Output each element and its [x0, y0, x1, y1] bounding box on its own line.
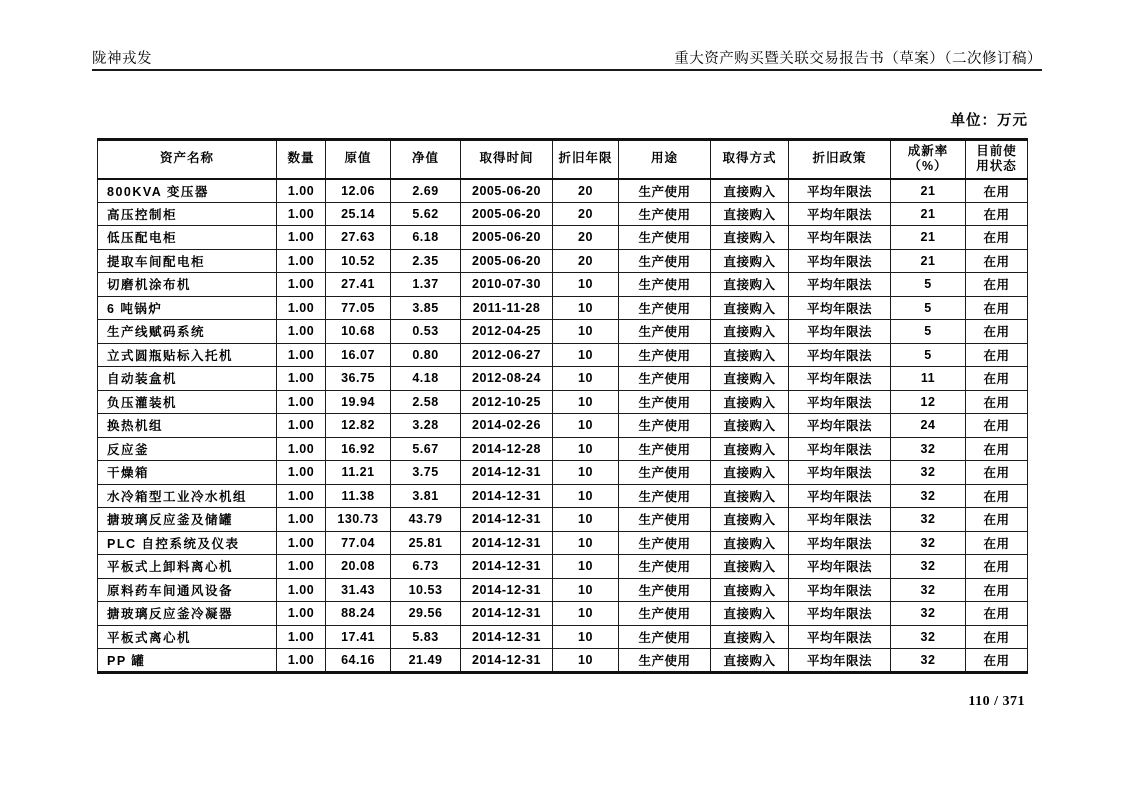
cell-asset-name: 低压配电柜: [98, 226, 277, 250]
cell-current-status: 在用: [966, 578, 1028, 602]
cell-net-value: 3.28: [391, 414, 461, 438]
cell-acquire-date: 2005-06-20: [461, 249, 553, 273]
page-number: 110 / 371: [968, 694, 1025, 709]
cell-quantity: 1.00: [277, 649, 326, 673]
cell-current-status: 在用: [966, 437, 1028, 461]
cell-condition-rate: 32: [891, 555, 966, 579]
cell-quantity: 1.00: [277, 461, 326, 485]
cell-acquire-method: 直接购入: [711, 367, 789, 391]
cell-depreciation-years: 10: [553, 531, 619, 555]
cell-acquire-method: 直接购入: [711, 625, 789, 649]
cell-asset-name: 搪玻璃反应釜及储罐: [98, 508, 277, 532]
cell-current-status: 在用: [966, 320, 1028, 344]
cell-depreciation-years: 10: [553, 508, 619, 532]
cell-quantity: 1.00: [277, 273, 326, 297]
cell-asset-name: 水冷箱型工业冷水机组: [98, 484, 277, 508]
cell-quantity: 1.00: [277, 367, 326, 391]
cell-condition-rate: 21: [891, 249, 966, 273]
cell-acquire-date: 2012-06-27: [461, 343, 553, 367]
cell-asset-name: 生产线赋码系统: [98, 320, 277, 344]
cell-quantity: 1.00: [277, 602, 326, 626]
table-body: [98, 179, 1028, 673]
cell-net-value: 6.18: [391, 226, 461, 250]
cell-original-value: 12.06: [326, 179, 391, 203]
cell-depreciation-years: 10: [553, 320, 619, 344]
cell-net-value: 3.85: [391, 296, 461, 320]
cell-acquire-method: 直接购入: [711, 249, 789, 273]
table-row: [98, 226, 1028, 250]
cell-net-value: 21.49: [391, 649, 461, 673]
cell-depreciation-policy: 平均年限法: [789, 437, 891, 461]
cell-depreciation-policy: 平均年限法: [789, 414, 891, 438]
cell-original-value: 77.05: [326, 296, 391, 320]
cell-acquire-method: 直接购入: [711, 414, 789, 438]
table-row: [98, 531, 1028, 555]
cell-original-value: 88.24: [326, 602, 391, 626]
table-header-row: [98, 140, 1028, 179]
cell-condition-rate: 32: [891, 625, 966, 649]
cell-usage: 生产使用: [619, 367, 711, 391]
cell-depreciation-years: 20: [553, 226, 619, 250]
cell-depreciation-policy: 平均年限法: [789, 202, 891, 226]
cell-current-status: 在用: [966, 179, 1028, 203]
cell-quantity: 1.00: [277, 508, 326, 532]
cell-net-value: 29.56: [391, 602, 461, 626]
table-row: [98, 390, 1028, 414]
column-header-asset-name: 资产名称: [98, 140, 277, 179]
cell-acquire-method: 直接购入: [711, 226, 789, 250]
cell-acquire-method: 直接购入: [711, 484, 789, 508]
cell-depreciation-policy: 平均年限法: [789, 273, 891, 297]
cell-depreciation-years: 20: [553, 249, 619, 273]
cell-current-status: 在用: [966, 602, 1028, 626]
cell-usage: 生产使用: [619, 649, 711, 673]
cell-quantity: 1.00: [277, 390, 326, 414]
cell-quantity: 1.00: [277, 226, 326, 250]
cell-usage: 生产使用: [619, 202, 711, 226]
cell-net-value: 6.73: [391, 555, 461, 579]
cell-condition-rate: 21: [891, 179, 966, 203]
cell-current-status: 在用: [966, 484, 1028, 508]
cell-original-value: 64.16: [326, 649, 391, 673]
cell-acquire-method: 直接购入: [711, 202, 789, 226]
cell-usage: 生产使用: [619, 226, 711, 250]
cell-acquire-date: 2014-12-31: [461, 578, 553, 602]
cell-acquire-date: 2005-06-20: [461, 226, 553, 250]
cell-acquire-date: 2014-02-26: [461, 414, 553, 438]
cell-depreciation-years: 10: [553, 414, 619, 438]
cell-current-status: 在用: [966, 249, 1028, 273]
cell-usage: 生产使用: [619, 602, 711, 626]
cell-condition-rate: 5: [891, 343, 966, 367]
cell-acquire-method: 直接购入: [711, 508, 789, 532]
cell-asset-name: 800KVA 变压器: [98, 179, 277, 203]
cell-asset-name: PP 罐: [98, 649, 277, 673]
cell-original-value: 31.43: [326, 578, 391, 602]
cell-usage: 生产使用: [619, 296, 711, 320]
cell-acquire-date: 2005-06-20: [461, 179, 553, 203]
column-header-condition-rate: 成新率 （%）: [891, 140, 966, 179]
cell-depreciation-policy: 平均年限法: [789, 578, 891, 602]
cell-quantity: 1.00: [277, 625, 326, 649]
table-row: [98, 179, 1028, 203]
cell-net-value: 5.67: [391, 437, 461, 461]
cell-acquire-method: 直接购入: [711, 461, 789, 485]
column-header-quantity: 数量: [277, 140, 326, 179]
cell-quantity: 1.00: [277, 179, 326, 203]
column-header-depreciation-policy: 折旧政策: [789, 140, 891, 179]
cell-original-value: 11.21: [326, 461, 391, 485]
cell-quantity: 1.00: [277, 484, 326, 508]
cell-acquire-date: 2014-12-28: [461, 437, 553, 461]
cell-depreciation-years: 10: [553, 578, 619, 602]
cell-net-value: 2.69: [391, 179, 461, 203]
cell-asset-name: 提取车间配电柜: [98, 249, 277, 273]
cell-original-value: 12.82: [326, 414, 391, 438]
cell-asset-name: 负压灌装机: [98, 390, 277, 414]
cell-net-value: 5.83: [391, 625, 461, 649]
table-row: [98, 320, 1028, 344]
cell-net-value: 0.80: [391, 343, 461, 367]
cell-current-status: 在用: [966, 649, 1028, 673]
cell-quantity: 1.00: [277, 437, 326, 461]
cell-condition-rate: 32: [891, 531, 966, 555]
cell-original-value: 19.94: [326, 390, 391, 414]
cell-condition-rate: 5: [891, 320, 966, 344]
cell-acquire-date: 2005-06-20: [461, 202, 553, 226]
cell-condition-rate: 5: [891, 296, 966, 320]
cell-acquire-date: 2010-07-30: [461, 273, 553, 297]
cell-original-value: 10.68: [326, 320, 391, 344]
table-row: [98, 367, 1028, 391]
cell-usage: 生产使用: [619, 625, 711, 649]
column-header-depreciation-years: 折旧年限: [553, 140, 619, 179]
cell-condition-rate: 32: [891, 602, 966, 626]
cell-acquire-date: 2014-12-31: [461, 531, 553, 555]
cell-acquire-method: 直接购入: [711, 437, 789, 461]
cell-original-value: 27.63: [326, 226, 391, 250]
cell-quantity: 1.00: [277, 555, 326, 579]
cell-usage: 生产使用: [619, 249, 711, 273]
cell-asset-name: PLC 自控系统及仪表: [98, 531, 277, 555]
table-row: [98, 578, 1028, 602]
cell-asset-name: 平板式上卸料离心机: [98, 555, 277, 579]
cell-current-status: 在用: [966, 390, 1028, 414]
cell-condition-rate: 32: [891, 508, 966, 532]
cell-depreciation-years: 10: [553, 343, 619, 367]
cell-depreciation-years: 10: [553, 367, 619, 391]
cell-acquire-method: 直接购入: [711, 273, 789, 297]
cell-net-value: 2.35: [391, 249, 461, 273]
cell-original-value: 36.75: [326, 367, 391, 391]
cell-current-status: 在用: [966, 531, 1028, 555]
cell-usage: 生产使用: [619, 508, 711, 532]
cell-depreciation-years: 20: [553, 202, 619, 226]
cell-depreciation-policy: 平均年限法: [789, 343, 891, 367]
cell-depreciation-years: 10: [553, 625, 619, 649]
table-row: [98, 484, 1028, 508]
table-row: [98, 461, 1028, 485]
cell-depreciation-policy: 平均年限法: [789, 602, 891, 626]
table-row: [98, 555, 1028, 579]
column-header-original-value: 原值: [326, 140, 391, 179]
running-header: [92, 50, 1042, 71]
cell-original-value: 77.04: [326, 531, 391, 555]
cell-depreciation-policy: 平均年限法: [789, 508, 891, 532]
unit-label: 单位：万元: [950, 113, 1028, 129]
cell-current-status: 在用: [966, 296, 1028, 320]
cell-original-value: 17.41: [326, 625, 391, 649]
cell-condition-rate: 32: [891, 437, 966, 461]
cell-usage: 生产使用: [619, 484, 711, 508]
column-header-acquire-method: 取得方式: [711, 140, 789, 179]
cell-acquire-date: 2014-12-31: [461, 602, 553, 626]
cell-net-value: 5.62: [391, 202, 461, 226]
cell-depreciation-years: 10: [553, 273, 619, 297]
cell-depreciation-years: 10: [553, 390, 619, 414]
cell-net-value: 3.75: [391, 461, 461, 485]
column-header-usage: 用途: [619, 140, 711, 179]
cell-depreciation-years: 10: [553, 649, 619, 673]
cell-quantity: 1.00: [277, 531, 326, 555]
table-row: [98, 508, 1028, 532]
cell-usage: 生产使用: [619, 343, 711, 367]
cell-quantity: 1.00: [277, 296, 326, 320]
cell-acquire-date: 2012-04-25: [461, 320, 553, 344]
cell-usage: 生产使用: [619, 578, 711, 602]
cell-usage: 生产使用: [619, 320, 711, 344]
cell-asset-name: 原料药车间通风设备: [98, 578, 277, 602]
fixed-assets-table: [97, 138, 1028, 674]
cell-net-value: 43.79: [391, 508, 461, 532]
cell-current-status: 在用: [966, 226, 1028, 250]
cell-acquire-date: 2014-12-31: [461, 461, 553, 485]
cell-condition-rate: 32: [891, 484, 966, 508]
cell-usage: 生产使用: [619, 179, 711, 203]
cell-acquire-method: 直接购入: [711, 555, 789, 579]
cell-usage: 生产使用: [619, 390, 711, 414]
cell-original-value: 16.92: [326, 437, 391, 461]
cell-depreciation-policy: 平均年限法: [789, 226, 891, 250]
cell-current-status: 在用: [966, 273, 1028, 297]
cell-depreciation-policy: 平均年限法: [789, 296, 891, 320]
cell-original-value: 25.14: [326, 202, 391, 226]
cell-acquire-date: 2014-12-31: [461, 555, 553, 579]
cell-net-value: 10.53: [391, 578, 461, 602]
cell-depreciation-policy: 平均年限法: [789, 649, 891, 673]
cell-depreciation-policy: 平均年限法: [789, 249, 891, 273]
table-row: [98, 273, 1028, 297]
table-row: [98, 437, 1028, 461]
cell-depreciation-years: 10: [553, 484, 619, 508]
cell-acquire-method: 直接购入: [711, 320, 789, 344]
cell-quantity: 1.00: [277, 320, 326, 344]
cell-quantity: 1.00: [277, 343, 326, 367]
column-header-current-status: 目前使 用状态: [966, 140, 1028, 179]
cell-depreciation-policy: 平均年限法: [789, 531, 891, 555]
cell-original-value: 10.52: [326, 249, 391, 273]
cell-condition-rate: 32: [891, 578, 966, 602]
cell-acquire-method: 直接购入: [711, 343, 789, 367]
cell-asset-name: 平板式离心机: [98, 625, 277, 649]
cell-acquire-method: 直接购入: [711, 602, 789, 626]
cell-depreciation-years: 10: [553, 461, 619, 485]
cell-depreciation-policy: 平均年限法: [789, 320, 891, 344]
cell-depreciation-policy: 平均年限法: [789, 461, 891, 485]
table-head: [98, 140, 1028, 179]
cell-usage: 生产使用: [619, 437, 711, 461]
cell-depreciation-years: 20: [553, 179, 619, 203]
cell-usage: 生产使用: [619, 531, 711, 555]
cell-condition-rate: 5: [891, 273, 966, 297]
cell-original-value: 20.08: [326, 555, 391, 579]
column-header-net-value: 净值: [391, 140, 461, 179]
cell-condition-rate: 21: [891, 202, 966, 226]
cell-depreciation-policy: 平均年限法: [789, 625, 891, 649]
cell-acquire-date: 2012-10-25: [461, 390, 553, 414]
table-row: [98, 414, 1028, 438]
cell-asset-name: 搪玻璃反应釜冷凝器: [98, 602, 277, 626]
cell-depreciation-policy: 平均年限法: [789, 367, 891, 391]
table-row: [98, 649, 1028, 673]
cell-current-status: 在用: [966, 414, 1028, 438]
cell-acquire-date: 2014-12-31: [461, 484, 553, 508]
cell-quantity: 1.00: [277, 202, 326, 226]
cell-acquire-date: 2014-12-31: [461, 649, 553, 673]
cell-acquire-method: 直接购入: [711, 296, 789, 320]
cell-acquire-date: 2014-12-31: [461, 625, 553, 649]
cell-acquire-date: 2012-08-24: [461, 367, 553, 391]
cell-asset-name: 立式圆瓶贴标入托机: [98, 343, 277, 367]
cell-asset-name: 干燥箱: [98, 461, 277, 485]
table-row: [98, 202, 1028, 226]
cell-current-status: 在用: [966, 461, 1028, 485]
cell-asset-name: 高压控制柜: [98, 202, 277, 226]
table-row: [98, 602, 1028, 626]
cell-depreciation-policy: 平均年限法: [789, 390, 891, 414]
cell-condition-rate: 32: [891, 461, 966, 485]
cell-condition-rate: 12: [891, 390, 966, 414]
cell-depreciation-years: 10: [553, 437, 619, 461]
cell-current-status: 在用: [966, 555, 1028, 579]
cell-current-status: 在用: [966, 508, 1028, 532]
cell-net-value: 25.81: [391, 531, 461, 555]
cell-acquire-date: 2011-11-28: [461, 296, 553, 320]
cell-acquire-method: 直接购入: [711, 578, 789, 602]
cell-acquire-date: 2014-12-31: [461, 508, 553, 532]
cell-asset-name: 6 吨锅炉: [98, 296, 277, 320]
cell-usage: 生产使用: [619, 461, 711, 485]
header-left-title: 陇神戎发: [92, 51, 152, 67]
cell-current-status: 在用: [966, 625, 1028, 649]
table-row: [98, 296, 1028, 320]
cell-depreciation-years: 10: [553, 296, 619, 320]
cell-quantity: 1.00: [277, 578, 326, 602]
header-right-title: 重大资产购买暨关联交易报告书（草案）（二次修订稿）: [674, 51, 1042, 67]
cell-asset-name: 换热机组: [98, 414, 277, 438]
cell-condition-rate: 21: [891, 226, 966, 250]
cell-quantity: 1.00: [277, 249, 326, 273]
cell-usage: 生产使用: [619, 273, 711, 297]
cell-depreciation-years: 10: [553, 602, 619, 626]
cell-asset-name: 切磨机涂布机: [98, 273, 277, 297]
cell-asset-name: 自动装盒机: [98, 367, 277, 391]
cell-asset-name: 反应釜: [98, 437, 277, 461]
cell-current-status: 在用: [966, 202, 1028, 226]
cell-acquire-method: 直接购入: [711, 390, 789, 414]
cell-condition-rate: 32: [891, 649, 966, 673]
cell-net-value: 4.18: [391, 367, 461, 391]
cell-original-value: 130.73: [326, 508, 391, 532]
cell-acquire-method: 直接购入: [711, 531, 789, 555]
cell-net-value: 0.53: [391, 320, 461, 344]
table-row: [98, 343, 1028, 367]
cell-depreciation-policy: 平均年限法: [789, 484, 891, 508]
cell-quantity: 1.00: [277, 414, 326, 438]
cell-net-value: 2.58: [391, 390, 461, 414]
cell-depreciation-years: 10: [553, 555, 619, 579]
cell-condition-rate: 24: [891, 414, 966, 438]
cell-net-value: 3.81: [391, 484, 461, 508]
cell-depreciation-policy: 平均年限法: [789, 555, 891, 579]
cell-original-value: 27.41: [326, 273, 391, 297]
cell-current-status: 在用: [966, 343, 1028, 367]
table-row: [98, 625, 1028, 649]
cell-current-status: 在用: [966, 367, 1028, 391]
cell-acquire-method: 直接购入: [711, 649, 789, 673]
cell-net-value: 1.37: [391, 273, 461, 297]
cell-original-value: 16.07: [326, 343, 391, 367]
table-row: [98, 249, 1028, 273]
cell-original-value: 11.38: [326, 484, 391, 508]
cell-acquire-method: 直接购入: [711, 179, 789, 203]
cell-condition-rate: 11: [891, 367, 966, 391]
column-header-acquire-date: 取得时间: [461, 140, 553, 179]
cell-usage: 生产使用: [619, 555, 711, 579]
cell-depreciation-policy: 平均年限法: [789, 179, 891, 203]
cell-usage: 生产使用: [619, 414, 711, 438]
